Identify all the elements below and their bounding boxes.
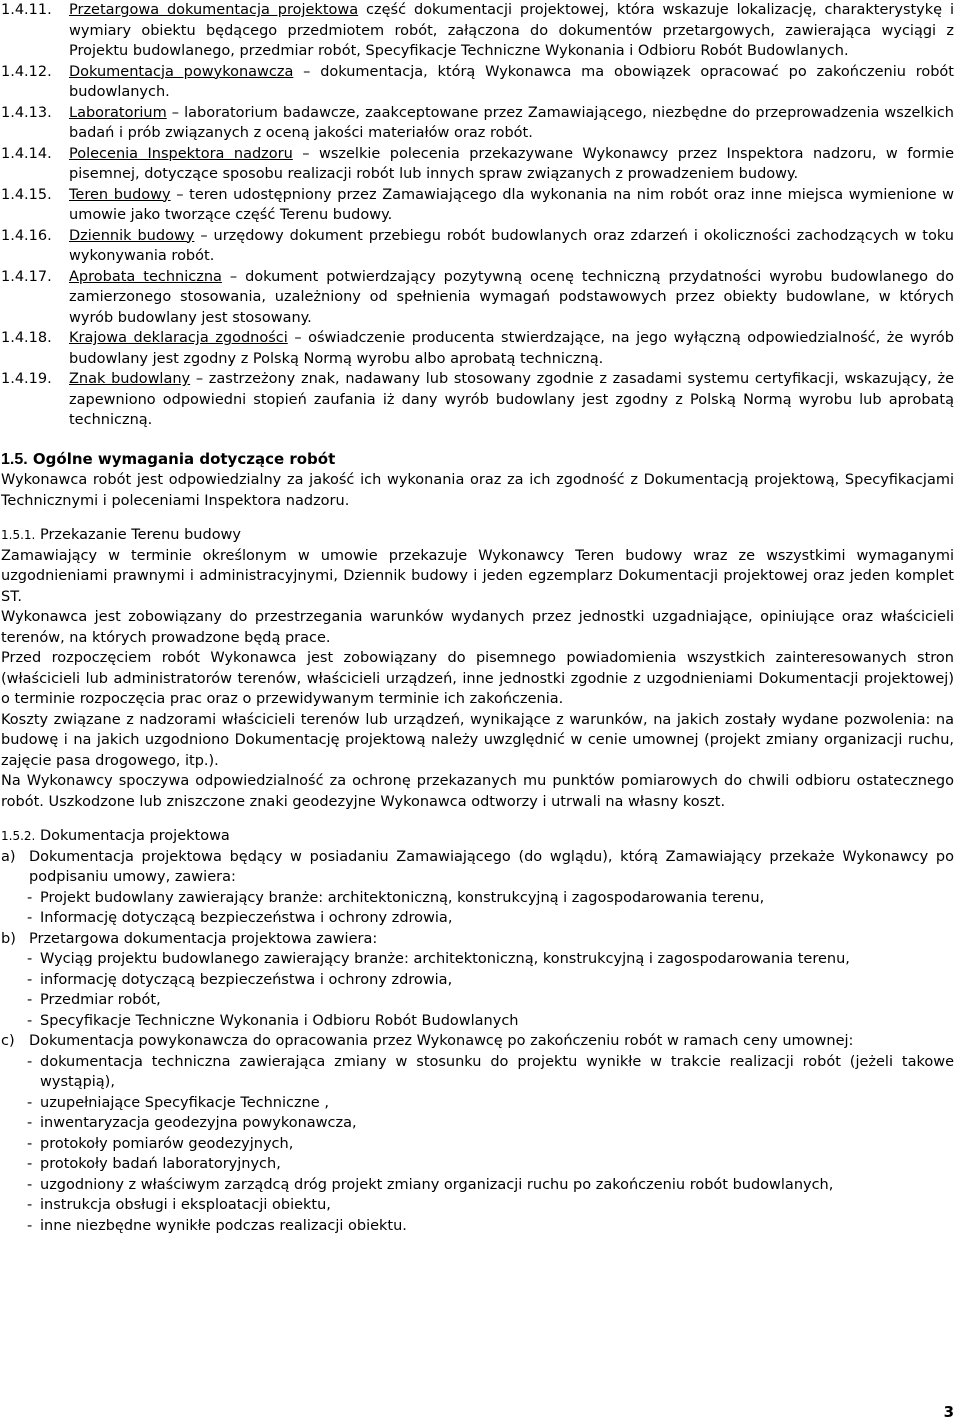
- definition-term: Polecenia Inspektora nadzoru: [69, 145, 293, 162]
- list-item-text: Dokumentacja projektowa będący w posiadaniu Zamawiającego (do wglądu), którą Zamawiający przekaże Wykonawcy po podpisaniu umowy, zawiera:: [29, 848, 954, 885]
- definition-number: 1.4.14.: [1, 145, 52, 162]
- sub-list-item: - dokumentacja techniczna zawierająca zmiany w stosunku do projektu wynikłe w trakcie realizacji robót (jeżeli takowe wystąpią),: [27, 1053, 954, 1090]
- sub-list: [1, 888, 954, 929]
- list-item: [1, 847, 954, 888]
- subsection-title: Przekazanie Terenu budowy: [35, 527, 242, 543]
- subsection-number: 1.5.1.: [1, 528, 36, 542]
- sub-list-item: - uzgodniony z właściwym zarządcą dróg projekt zmiany organizacji ruchu po zakończeniu robót budowlanych,: [27, 1176, 834, 1193]
- sub-list-item: - Informację dotyczącą bezpieczeństwa i ochrony zdrowia,: [27, 910, 453, 926]
- definition-number: 1.4.16.: [1, 227, 52, 244]
- definitions-list: [1, 0, 954, 431]
- list-letter: a): [1, 848, 16, 865]
- subsection-title: Dokumentacja projektowa: [35, 828, 230, 844]
- sub-list-item: - Projekt budowlany zawierający branże: architektoniczną, konstrukcyjną i zagospodarowania terenu,: [27, 889, 765, 906]
- definition-term: Laboratorium: [69, 104, 167, 121]
- definition-item: [1, 144, 954, 185]
- sub-list-item: - inne niezbędne wynikłe podczas realizacji obiektu.: [27, 1217, 407, 1234]
- subsection-heading: [1, 826, 954, 847]
- list-item: [1, 929, 954, 950]
- sub-list-item: - protokoły badań laboratoryjnych,: [27, 1156, 281, 1172]
- section-heading: [1, 449, 954, 471]
- definition-number: 1.4.18.: [1, 330, 52, 346]
- subsection-heading: [1, 525, 954, 546]
- list-item-text: Przetargowa dokumentacja projektowa zawiera:: [29, 930, 378, 947]
- definition-text: – wszelkie polecenia przekazywane Wykonawcy przez Inspektora nadzoru, w formie pisemnej, dotyczące sposobu realizacji robót lub innych spraw związanych z prowadzeniem budowy.: [69, 145, 954, 182]
- list-item-text: Dokumentacja powykonawcza do opracowania przez Wykonawcę po zakończeniu robót w ramach ceny umownej:: [29, 1033, 854, 1049]
- definition-text: – dokument potwierdzający pozytywną ocenę techniczną przydatności wyrobu budowlanego do zamierzonego stosowania, uzależniony od spełnienia wymagań podstawowych przez obiekty budowlane, w których wyrób budowlany jest stosowany.: [69, 268, 955, 326]
- sub-list-item: - uzupełniające Specyfikacje Techniczne ,: [27, 1094, 329, 1111]
- definition-number: 1.4.17.: [1, 268, 52, 285]
- sub-list-item: - instrukcja obsługi i eksploatacji obiektu,: [27, 1197, 331, 1213]
- sub-list: [1, 1052, 954, 1237]
- definition-text: – laboratorium badawcze, zaakceptowane przez Zamawiającego, niezbędne do przeprowadzenia wszelkich badań i prób związanych z oceną jakości materiałów oraz robót.: [69, 104, 954, 141]
- definition-text: część dokumentacji projektowej, która wskazuje lokalizację, charakterystykę i wymiary obiektu będącego przedmiotem robót, załączona do dokumentów przetargowych, zawierająca wyciągi z Projektu budowlanego, przedmiar robót, Specyfikacje Techniczne Wykonania i Odbioru Robót Budowlanych.: [69, 2, 954, 59]
- section-title: Ogólne wymagania dotyczące robót: [27, 449, 336, 468]
- definition-text: – teren udostępniony przez Zamawiającego dla wykonania na nim robót oraz inne miejsca wymienione w umowie jako tworzące część Terenu budowy.: [69, 186, 954, 223]
- definition-number: 1.4.15.: [1, 186, 52, 203]
- definition-item: [1, 267, 954, 329]
- sub-list-item: - inwentaryzacja geodezyjna powykonawcza,: [27, 1115, 357, 1131]
- definition-item: [1, 226, 954, 267]
- paragraph: Wykonawca jest zobowiązany do przestrzegania warunków wydanych przez jednostki uzgadniające, opiniujące oraz właścicieli terenów, na których prowadzone będą prace.: [1, 609, 954, 646]
- sub-list-item: - Przedmiar robót,: [27, 992, 161, 1008]
- definition-number: 1.4.13.: [1, 104, 52, 121]
- definition-text: – urzędowy dokument przebiegu robót budowlanych oraz zdarzeń i okoliczności zachodzących w toku wykonywania robót.: [69, 227, 954, 264]
- paragraph: Koszty związane z nadzorami właścicieli terenów lub urządzeń, wynikające z warunków, na jakich zostały wydane pozwolenia: na budowę i na jakich uzgodniono Dokumentację projektową należy uwzględnić w cenie umownej (projekt zmiany organizacji ruchu, zajęcie pasa drogowego, itp.).: [1, 711, 954, 769]
- definition-text: – dokumentacja, którą Wykonawca ma obowiązek opracować po zakończeniu robót budowlanych.: [69, 63, 954, 100]
- definition-item: [1, 103, 954, 144]
- subsection-number: 1.5.2.: [1, 829, 36, 843]
- definition-term: Krajowa deklaracja zgodności: [69, 330, 288, 346]
- list-letter: b): [1, 930, 16, 947]
- sub-list-item: - Wyciąg projektu budowlanego zawierający branże: architektoniczną, konstrukcyjną i zagospodarowania terenu,: [27, 951, 850, 967]
- sub-list: [1, 949, 954, 1031]
- definition-term: Znak budowlany: [69, 371, 191, 387]
- sub-list-item: - protokoły pomiarów geodezyjnych,: [27, 1135, 294, 1152]
- definition-item: [1, 369, 954, 431]
- definition-number: 1.4.11.: [1, 2, 52, 18]
- definition-text: – oświadczenie producenta stwierdzające, na jego wyłączną odpowiedzialność, że wyrób budowlany jest zgodny z Polską Normą wyrobu albo aprobatą techniczną.: [69, 330, 954, 367]
- sub-list-item: - informację dotyczącą bezpieczeństwa i ochrony zdrowia,: [27, 971, 453, 988]
- definition-number: 1.4.19.: [1, 371, 52, 387]
- definition-term: Aprobata techniczna: [69, 268, 222, 285]
- definition-item: [1, 62, 954, 103]
- definition-term: Teren budowy: [69, 186, 171, 203]
- definition-item: [1, 328, 954, 369]
- definition-term: Przetargowa dokumentacja projektowa: [69, 2, 359, 18]
- section-intro: Wykonawca robót jest odpowiedzialny za jakość ich wykonania oraz za ich zgodność z Dokumentacją projektową, Specyfikacjami Technicznymi i poleceniami Inspektora nadzoru.: [1, 472, 954, 509]
- page-number: 3: [943, 1402, 954, 1421]
- section-number: 1.5.: [1, 450, 28, 468]
- definition-term: Dziennik budowy: [69, 227, 195, 244]
- definition-number: 1.4.12.: [1, 63, 52, 80]
- list-letter: c): [1, 1033, 15, 1049]
- definition-text: – zastrzeżony znak, nadawany lub stosowany zgodnie z zasadami systemu certyfikacji, wskazujący, że zapewniono odpowiedni stopień zaufania iż dany wyrób budowlany jest zgodny z Polską Normą wyrobu lub aprobatą techniczną.: [69, 371, 955, 428]
- sub-list-item: - Specyfikacje Techniczne Wykonania i Odbioru Robót Budowlanych: [27, 1012, 519, 1029]
- paragraph: Na Wykonawcy spoczywa odpowiedzialność za ochronę przekazanych mu punktów pomiarowych do chwili odbioru ostatecznego robót. Uszkodzone lub zniszczone znaki geodezyjne Wykonawca odtworzy i utrwali na własny koszt.: [1, 773, 954, 810]
- definition-item: [1, 0, 954, 62]
- definition-item: [1, 185, 954, 226]
- paragraph: Zamawiający w terminie określonym w umowie przekazuje Wykonawcy Teren budowy wraz ze wszystkimi wymaganymi uzgodnieniami prawnymi i administracyjnymi, Dziennik budowy i jeden egzemplarz Dokumentacji projektowej oraz jeden komplet ST.: [1, 547, 954, 605]
- definition-term: Dokumentacja powykonawcza: [69, 63, 294, 80]
- list-item: [1, 1031, 954, 1052]
- paragraph: Przed rozpoczęciem robót Wykonawca jest zobowiązany do pisemnego powiadomienia wszystkich zainteresowanych stron (właścicieli lub administratorów terenów, właścicieli urządzeń, inne jednostki zgodnie z uzgodnieniami Dokumentacji projektowej) o terminie rozpoczęcia prac oraz o przewidywanym terminie ich zakończenia.: [1, 650, 954, 707]
